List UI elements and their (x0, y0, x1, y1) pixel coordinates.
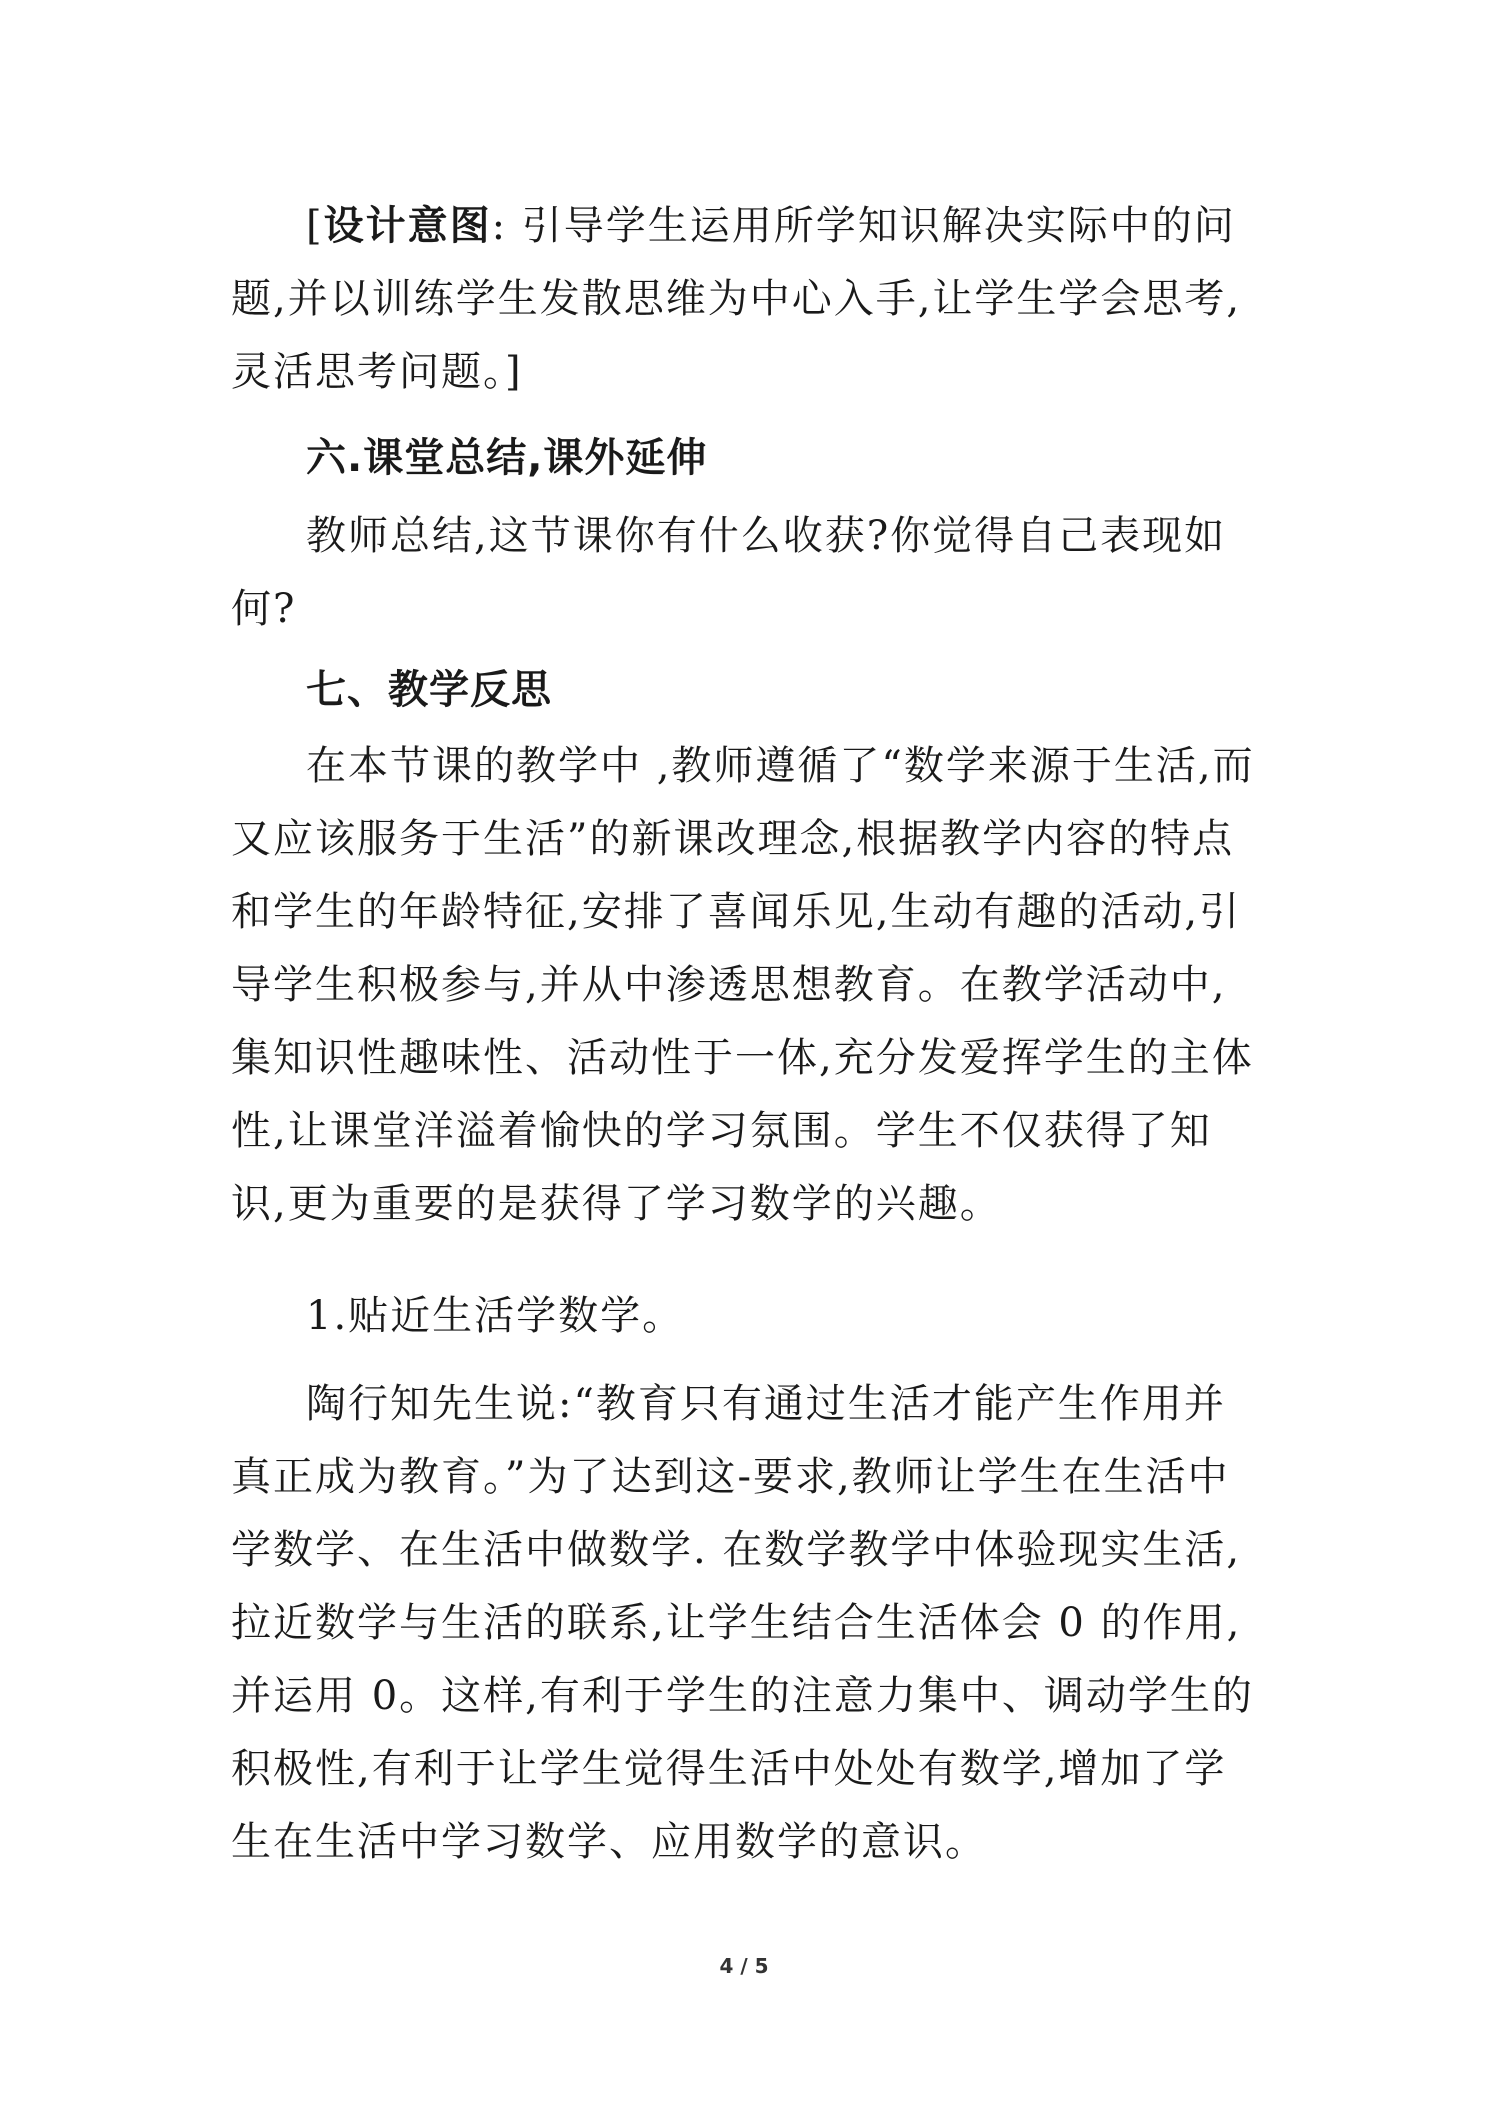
section-7-paragraph-1: 在本节课的教学中 ,教师遵循了“数学来源于生活,而又应该服务于生活”的新课改理念,根据教学内容的特点和学生的年龄特征,安排了喜闻乐见,生动有趣的活动,引导学生积极参与,并从中渗透思想教育。在教学活动中,集知识性趣味性、活动性于一体,充分发爱挥学生的主体性,让课堂洋溢着愉快的学习氛围。学生不仅获得了知识,更为重要的是获得了学习数学的兴趣。 (231, 743, 1255, 1227)
design-intent-label: 设计意图 (323, 203, 492, 249)
section-6-paragraph: 教师总结,这节课你有什么收获?你觉得自己表现如 何? (231, 513, 1227, 632)
design-intent-paragraph (231, 190, 1261, 409)
section-6-heading: 六.课堂总结,课外延伸 (306, 435, 708, 481)
page-number: 4 / 5 (719, 1954, 769, 1978)
section-7-heading: 七、教学反思 (306, 667, 552, 713)
section-7-paragraph-2: 陶行知先生说:“教育只有通过生活才能产生作用并真正成为教育。”为了达到这-要求,教师让学生在生活中学数学、在生活中做数学. 在数学教学中体验现实生活,拉近数学与生活的联系,让学生结合生活体会 0 的作用,并运用 0。这样,有利于学生的注意力集中、调动学生的积极性,有利于让学生觉得生活中处处有数学,增加了学生在生活中学习数学、应用数学的意识。 (231, 1381, 1254, 1865)
section-7-item-1-title: 1.贴近生活学数学。 (306, 1293, 685, 1339)
open-bracket: [ (306, 203, 324, 249)
design-intent-text: : 引导学生运用所学知识解决实际中的问题,并以训练学生发散思维为中心入手,让学生学会思考,灵活思考问题。] (231, 203, 1242, 395)
